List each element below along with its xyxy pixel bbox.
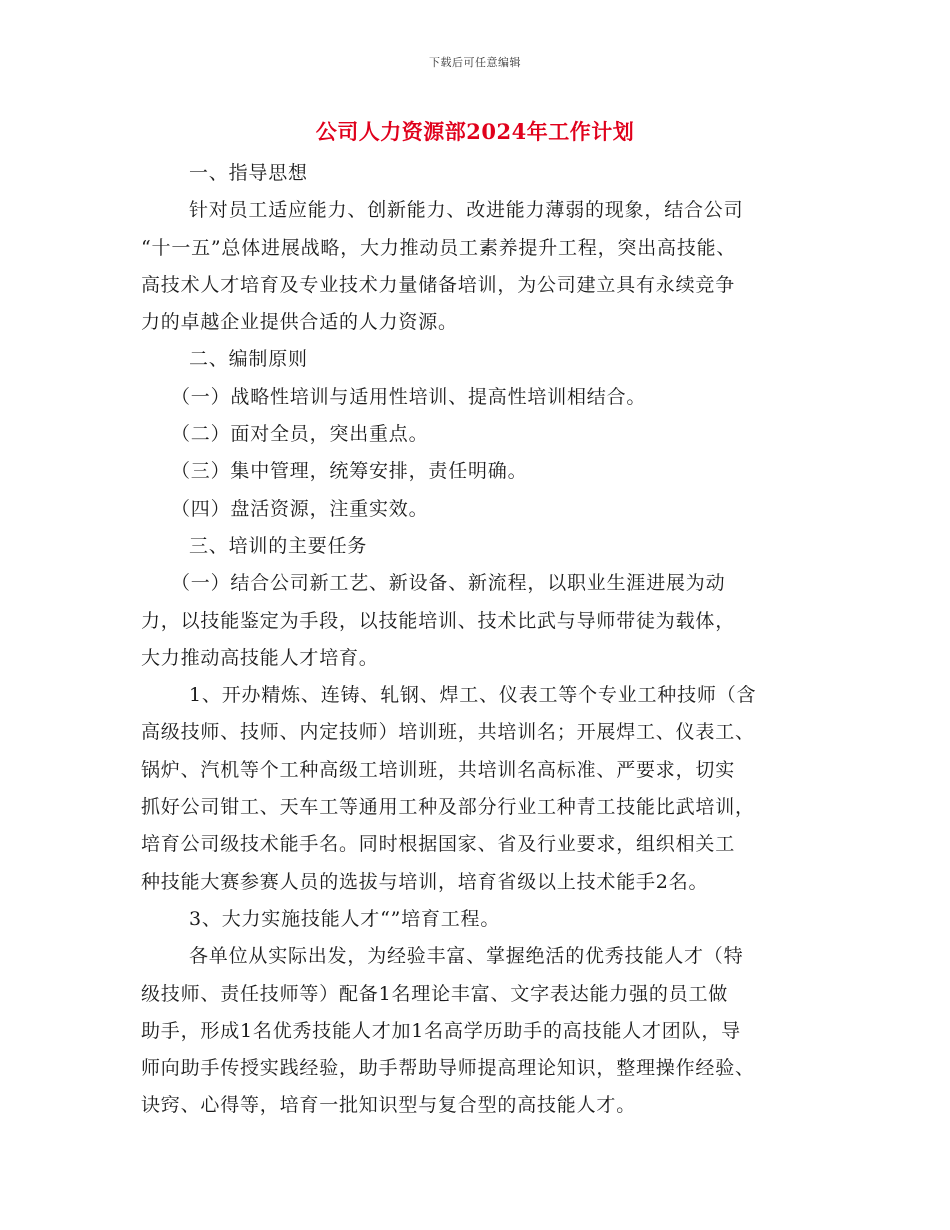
paragraph-line: 各单位从实际出发，为经验丰富、掌握绝活的优秀技能人才（特 xyxy=(189,945,744,968)
paragraph-line: 力，以技能鉴定为手段，以技能培训、技术比武与导师带徒为载体， xyxy=(141,609,736,632)
paragraph-line: 二、编制原则 xyxy=(189,348,308,371)
paragraph-line: 1、开办精炼、连铸、轧钢、焊工、仪表工等个专业工种技师（含 xyxy=(189,684,757,707)
paragraph-line: （二）面对全员，突出重点。 xyxy=(171,423,429,446)
paragraph-line: 大力推动高技能人才培育。 xyxy=(141,646,379,669)
document-title: 公司人力资源部2024年工作计划 xyxy=(315,119,635,144)
paragraph-line: 三、培训的主要任务 xyxy=(189,534,368,557)
paragraph-line: （一）战略性培训与适用性培训、提高性培训相结合。 xyxy=(171,385,647,408)
paragraph-line: 诀窍、心得等，培育一批知识型与复合型的高技能人才。 xyxy=(141,1094,637,1117)
paragraph-line: 高级技师、技师、内定技师）培训班，共培训名；开展焊工、仪表工、 xyxy=(141,721,755,744)
paragraph-line: 锅炉、汽机等个工种高级工培训班，共培训名高标准、严要求，切实 xyxy=(141,758,736,781)
paragraph-line: 培育公司级技术能手名。同时根据国家、省及行业要求，组织相关工 xyxy=(141,833,736,856)
paragraph-line: 抓好公司钳工、天车工等通用工种及部分行业工种青工技能比武培训， xyxy=(141,796,755,819)
paragraph-line: 级技师、责任技师等）配备1名理论丰富、文字表达能力强的员工做 xyxy=(141,982,729,1005)
paragraph-line: “十一五”总体进展战略，大力推动员工素养提升工程，突出高技能、 xyxy=(141,236,737,259)
paragraph-line: 一、指导思想 xyxy=(189,162,308,184)
document-body xyxy=(141,155,813,1125)
paragraph-line: 针对员工适应能力、创新能力、改进能力薄弱的现象，结合公司 xyxy=(189,199,744,222)
paragraph-line: 助手，形成1名优秀技能人才加1名高学历助手的高技能人才团队，导 xyxy=(141,1019,741,1042)
paragraph-line: 高技术人才培育及专业技术力量储备培训，为公司建立具有永续竞争 xyxy=(141,273,736,296)
paragraph-line: （一）结合公司新工艺、新设备、新流程，以职业生涯进展为动 xyxy=(171,572,726,595)
paragraph-line: 师向助手传授实践经验，助手帮助导师提高理论知识，整理操作经验、 xyxy=(141,1057,755,1080)
paragraph-line: （三）集中管理，统筹安排，责任明确。 xyxy=(171,460,528,483)
paragraph-line: 种技能大赛参赛人员的选拔与培训，培育省级以上技术能手2名。 xyxy=(141,870,709,893)
paragraph-line: 力的卓越企业提供合适的人力资源。 xyxy=(141,311,458,334)
paragraph-line: 3、大力实施技能人才“”培育工程。 xyxy=(189,907,501,930)
header-note: 下载后可任意编辑 xyxy=(429,56,521,69)
paragraph-line: （四）盘活资源，注重实效。 xyxy=(171,497,429,520)
